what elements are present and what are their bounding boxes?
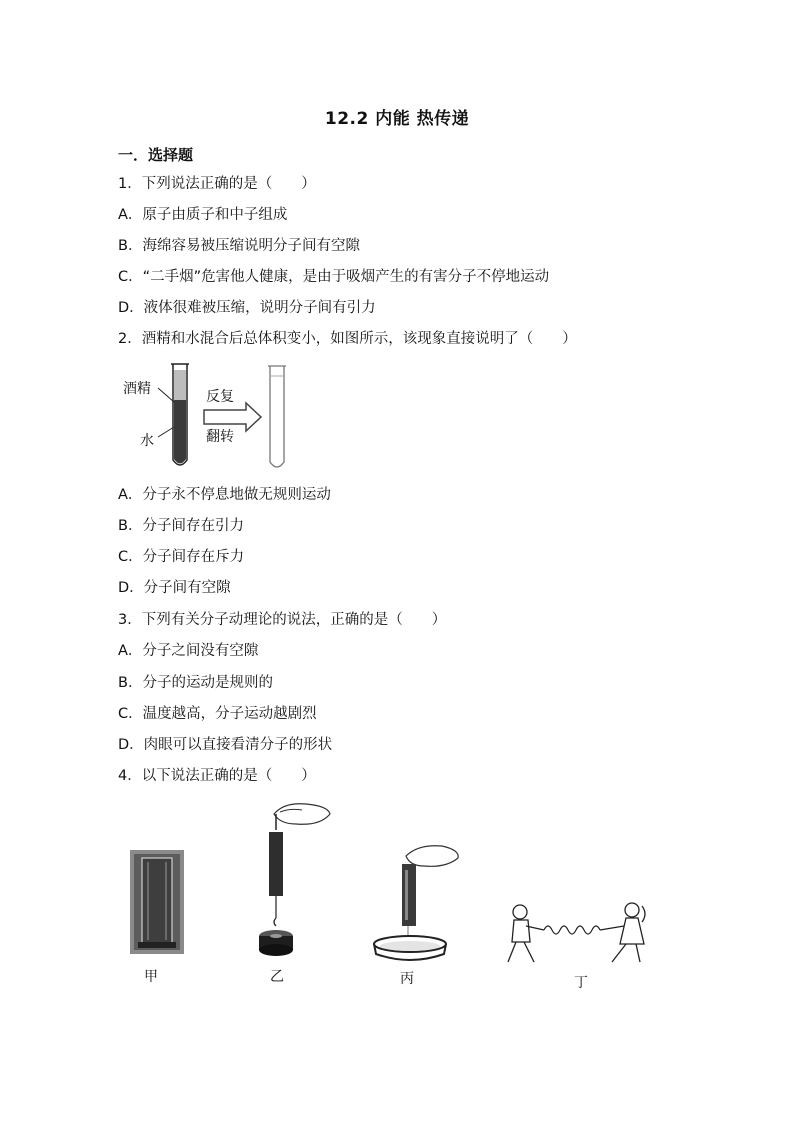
- q3-option-b: B．分子的运动是规则的: [118, 675, 273, 691]
- q1-option-a: A．原子由质子和中子组成: [118, 207, 288, 223]
- q4-figure-yi: [250, 800, 340, 988]
- q1-option-d: D．液体很难被压缩，说明分子间有引力: [118, 300, 376, 316]
- q3-option-a: A．分子之间没有空隙: [118, 643, 259, 659]
- q4-stem: 4．以下说法正确的是（ ）: [118, 768, 316, 784]
- label-alcohol: 酒精: [123, 381, 151, 397]
- label-ding: 丁: [574, 975, 588, 991]
- q1-stem: 1．下列说法正确的是（ ）: [118, 176, 316, 192]
- q3-stem: 3．下列有关分子动理论的说法，正确的是（ ）: [118, 612, 447, 628]
- label-arrow-top: 反复: [206, 389, 234, 405]
- q2-option-d: D．分子间有空隙: [118, 580, 231, 596]
- page-title: 12.2 内能 热传递: [324, 109, 470, 129]
- q1-option-c: C．“二手烟”危害他人健康，是由于吸烟产生的有害分子不停地运动: [118, 269, 550, 285]
- q3-option-d: D．肉眼可以直接看清分子的形状: [118, 737, 333, 753]
- q4-figure-bing: [372, 842, 462, 990]
- label-jia: 甲: [144, 969, 158, 985]
- q1-option-b: B．海绵容易被压缩说明分子间有空隙: [118, 238, 360, 254]
- q2-option-a: A．分子永不停息地做无规则运动: [118, 487, 331, 503]
- label-arrow-bottom: 翻转: [206, 429, 234, 445]
- q2-option-c: C．分子间存在斥力: [118, 549, 245, 565]
- section-heading: 一．选择题: [118, 146, 194, 164]
- q4-figure-ding: [504, 900, 650, 992]
- label-bing: 丙: [400, 971, 414, 987]
- q2-stem: 2．酒精和水混合后总体积变小，如图所示，该现象直接说明了（ ）: [118, 331, 577, 347]
- label-yi: 乙: [270, 969, 284, 985]
- q3-option-c: C．温度越高，分子运动越剧烈: [118, 706, 317, 722]
- q2-figure-test-tubes: [120, 362, 320, 474]
- label-water: 水: [140, 433, 154, 449]
- q4-figure-jia: [128, 848, 188, 988]
- q2-option-b: B．分子间存在引力: [118, 518, 244, 534]
